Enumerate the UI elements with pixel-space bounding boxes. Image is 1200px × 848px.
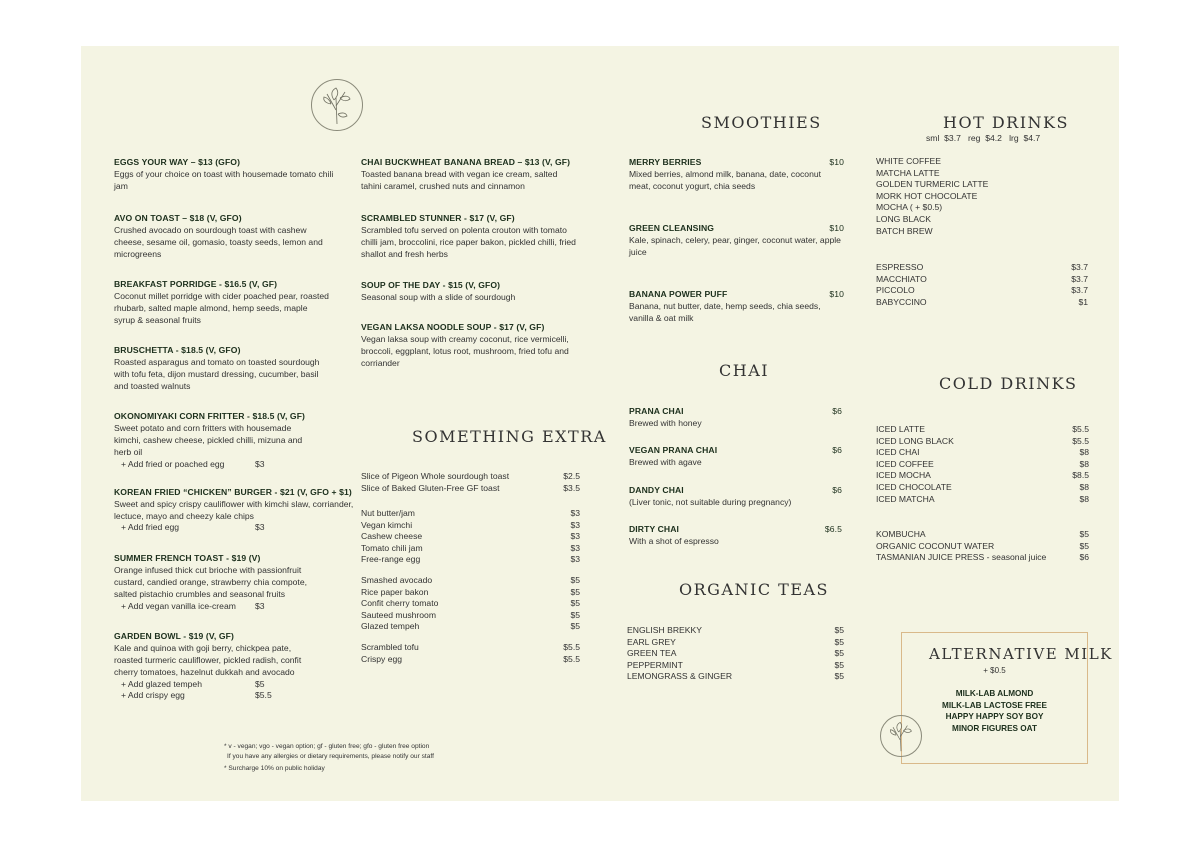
extra-name: Glazed tempeh [361,621,420,632]
price-row [876,541,1089,553]
item-title-text: VEGAN PRANA CHAI [629,445,718,455]
item-price: $10 [829,223,844,233]
price-row [876,447,1089,459]
extra-row [361,610,580,622]
price-row [876,459,1089,471]
extra-group [361,642,580,665]
price-list [627,625,844,683]
extra-row [361,587,580,599]
item-price: $6 [832,406,842,416]
item-title: AVO ON TOAST – $18 (V, GFO) [114,213,242,223]
extra-price: $3 [255,600,265,611]
row-name: ICED LONG BLACK [876,435,954,446]
hot-drinks-title: HOT DRINKS [943,113,1069,132]
menu-item [629,523,842,547]
row-name: KOMBUCHA [876,529,926,539]
price-row [627,637,844,649]
row-price: $5 [834,671,844,682]
extra-price: $5 [570,621,580,632]
item-title [629,523,842,535]
row-name: ENGLISH BREKKY [627,625,702,635]
extra-name: + Add fried or poached egg [121,458,225,469]
item-description: Brewed with honey [629,418,702,428]
extra-name: Tomato chili jam [361,542,423,553]
price-row [627,625,844,637]
item-title [629,405,842,417]
extra-group [361,575,580,633]
row-name: EARL GREY [627,636,676,647]
price-row [876,274,1088,286]
extra-price: $5 [570,609,580,620]
item-title-text: PRANA CHAI [629,406,684,416]
extra-price: $3 [570,542,580,553]
item-title-text: BANANA POWER PUFF [629,289,728,299]
item-title [629,222,844,234]
item-description: Scrambled tofu served on polenta crouton with tomato chilli jam, broccolini, rice paper bakon, pickled chilli, fried shallot and fresh herbs [361,225,576,260]
price-row [876,285,1088,297]
item-title: SOUP OF THE DAY - $15 (V, GFO) [361,280,501,290]
menu-item [629,288,844,324]
price-row [876,552,1089,564]
extra-price: $3 [255,458,265,469]
milk-option: MINOR FIGURES OAT [952,723,1037,733]
item-description: Sweet potato and corn fritters with housemade kimchi, cashew cheese, pickled chilli, mizuna and herb oil [114,423,303,458]
row-price: $5 [834,636,844,647]
extra-price: $5 [570,575,580,585]
item-description: Seasonal soup with a slide of sourdough [361,292,516,302]
alternative-milk-box [901,632,1113,764]
item-price: $6 [832,445,842,455]
extra-price: $5 [255,678,265,689]
menu-item [114,630,319,702]
extra-row [361,554,580,566]
price-row [876,470,1089,482]
item-title [629,288,844,300]
row-name: ICED MOCHA [876,470,931,481]
extra-price: $2.5 [563,471,580,481]
extra-price: $3 [570,508,580,518]
extra-name: Smashed avocado [361,575,433,585]
item-description: Vegan laksa soup with creamy coconut, rice vermicelli, broccoli, eggplant, lotus root, mushroom, fried tofu and corriander [361,334,569,369]
price-list [876,424,1089,505]
something-extra-title: SOMETHING EXTRA [412,427,607,446]
extra-name: Rice paper bakon [361,586,429,597]
item-title: SUMMER FRENCH TOAST - $19 (V) [114,553,261,563]
sized-list [876,156,988,237]
item-description: Mixed berries, almond milk, banana, date, coconut meat, coconut yogurt, chia seeds [629,169,822,192]
price-row [876,529,1089,541]
extra-row [361,531,580,543]
item-title [629,156,844,168]
item-title [629,484,842,496]
extra-price: $5 [570,586,580,597]
note-line: If you have any allergies or dietary requirements, please notify our staff [227,753,434,760]
item-title: CHAI BUCKWHEAT BANANA BREAD – $13 (V, GF) [361,157,571,167]
item-description: Kale, spinach, celery, pear, ginger, coconut water, apple juice [629,235,841,258]
item-description: (Liver tonic, not suitable during pregnancy) [629,497,792,507]
row-price: $5 [834,659,844,670]
price-list [876,529,1089,564]
milk-option: MILK-LAB ALMOND [955,689,1034,698]
item-description: Orange infused thick cut brioche with passionfruit custard, candied orange, strawberry chia compote, salted pistachio crumbles and seasonal fruits [114,565,307,600]
row-price: $8 [1079,447,1089,458]
extra-name: Vegan kimchi [361,519,413,530]
item-description: Coconut millet porridge with cider poached pear, roasted rhubarb, salted maple almond, hemp seeds, maple syrup & seasonal fruits [114,291,329,326]
price-row [876,297,1088,309]
row-name: TASMANIAN JUICE PRESS - seasonal juice [876,552,1047,563]
item-title: GARDEN BOWL - $19 (V, GF) [114,631,234,641]
row-name: ORGANIC COCONUT WATER [876,540,995,551]
row-price: $8 [1079,458,1089,469]
extra-price: $3.5 [563,482,580,493]
price-row [627,648,844,660]
item-title: OKONOMIYAKI CORN FRITTER - $18.5 (V, GF) [114,411,306,421]
row-name: PICCOLO [876,285,915,296]
item-title-text: MERRY BERRIES [629,157,702,167]
item-extra [114,690,319,702]
item-price: $6 [832,485,842,495]
extra-row [361,642,580,654]
extra-row [361,520,580,532]
menu-item [114,212,329,261]
menu-item [361,321,586,370]
row-price: $8.5 [1072,470,1089,481]
item-description: Toasted banana bread with vegan ice cream, salted tahini caramel, crushed nuts and cinnamon [361,169,558,192]
row-name: ICED MATCHA [876,493,935,504]
extra-row [361,654,580,666]
menu-item [114,278,329,327]
extra-price: $3 [570,554,580,565]
price-row [876,262,1088,274]
item-description: With a shot of espresso [629,536,719,546]
extra-name: Scrambled tofu [361,642,419,652]
extra-name: Slice of Pigeon Whole sourdough toast [361,471,510,481]
item-title-text: DANDY CHAI [629,485,684,495]
item-title [629,444,842,456]
note-line: * v - vegan; vgo - vegan option; gf - gluten free; gfo - gluten free option [224,743,430,750]
item-extra [114,522,354,534]
alternative-milk-items [902,688,1087,734]
extra-name: + Add crispy egg [121,690,185,701]
alternative-milk-price: + $0.5 [983,666,1006,675]
price-row [876,482,1089,494]
drink-name: MATCHA LATTE [876,167,940,178]
row-name: PEPPERMINT [627,659,683,670]
menu-item [114,486,354,534]
menu-item [114,410,319,470]
row-price: $8 [1079,493,1089,504]
item-extra [114,679,319,691]
row-price: $5 [834,648,844,659]
item-title: KOREAN FRIED “CHICKEN” BURGER - $21 (V, GFO + $1) [114,487,352,497]
item-description: Brewed with agave [629,457,702,467]
menu-item [361,212,581,261]
row-price: $1 [1078,296,1088,307]
item-title: EGGS YOUR WAY – $13 (GFO) [114,157,241,167]
item-title-text: DIRTY CHAI [629,524,680,534]
item-title-text: GREEN CLEANSING [629,223,715,233]
item-description: Roasted asparagus and tomato on toasted sourdough with tofu feta, dijon mustard dressing, cucumber, basil and toasted walnuts [114,357,320,392]
extra-row [361,543,580,555]
extra-row [361,621,580,633]
row-price: $5.5 [1072,424,1089,434]
extra-row [361,598,580,610]
menu-item [629,156,844,192]
extra-name: Confit cherry tomato [361,598,439,609]
drink-name: LONG BLACK [876,213,931,224]
organic-teas-title: ORGANIC TEAS [679,580,830,599]
extra-name: Free-range egg [361,554,421,565]
extra-row [361,483,580,495]
menu-page [81,46,1119,801]
row-price: $3.7 [1071,273,1088,284]
drink-name: BATCH BREW [876,225,933,236]
cold-drinks-title: COLD DRINKS [939,374,1078,393]
item-description: Banana, nut butter, date, hemp seeds, chia seeds, vanilla & oat milk [629,301,821,324]
price-row [876,436,1089,448]
drink-name: MORK HOT CHOCOLATE [876,190,978,201]
row-price: $5 [834,625,844,635]
extra-group [361,471,580,494]
price-row [627,660,844,672]
item-title: VEGAN LAKSA NOODLE SOUP - $17 (V, GF) [361,322,545,332]
row-price: $3.7 [1071,262,1088,272]
drink-name: GOLDEN TURMERIC LATTE [876,179,989,190]
row-price: $5 [1079,529,1089,539]
row-price: $8 [1079,481,1089,492]
row-price: $6 [1079,552,1089,563]
item-extra [114,601,324,613]
menu-item [629,484,842,508]
row-name: ICED LATTE [876,424,926,434]
menu-item [114,344,332,393]
menu-item [629,405,842,429]
item-title: BRUSCHETTA - $18.5 (V, GFO) [114,345,241,355]
item-description: Sweet and spicy crispy cauliflower with kimchi slaw, corriander, lectuce, mayo and cheezy kale chips [114,499,354,522]
price-row [627,671,844,683]
extra-row [361,575,580,587]
item-price: $6.5 [824,524,842,534]
item-price: $10 [829,289,844,299]
item-title: BREAKFAST PORRIDGE - $16.5 (V, GF) [114,279,278,289]
row-name: LEMONGRASS & GINGER [627,671,733,682]
extra-price: $5.5 [255,690,272,701]
menu-item [361,156,571,192]
row-name: MACCHIATO [876,273,927,284]
row-price: $5 [1079,540,1089,551]
price-row [876,424,1089,436]
floral-logo-icon [880,715,922,757]
extra-name: + Add fried egg [121,522,180,533]
row-name: BABYCCINO [876,296,927,307]
extra-row [361,508,580,520]
extra-name: + Add glazed tempeh [121,678,202,689]
item-description: Eggs of your choice on toast with housemade tomato chili jam [114,169,334,192]
chai-title: CHAI [719,361,770,380]
row-name: ICED COFFEE [876,458,934,469]
floral-logo-icon [311,79,363,131]
drink-name: MOCHA ( + $0.5) [876,202,943,213]
item-title: SCRAMBLED STUNNER - $17 (V, GF) [361,213,515,223]
extra-name: Slice of Baked Gluten-Free GF toast [361,482,500,493]
row-name: ICED CHAI [876,447,920,458]
extra-name: Sauteed mushroom [361,609,436,620]
item-description: Crushed avocado on sourdough toast with cashew cheese, sesame oil, gomasio, toasty seeds, lemon and microgreens [114,225,323,260]
extra-price: $5 [570,598,580,609]
row-name: ICED CHOCOLATE [876,481,952,492]
item-price: $10 [829,157,844,167]
extra-row [361,471,580,483]
row-name: ESPRESSO [876,262,924,272]
price-list [876,262,1088,308]
menu-item [629,444,842,468]
milk-option: MILK-LAB LACTOSE FREE [942,700,1047,710]
extra-name: Crispy egg [361,653,403,664]
item-description: Kale and quinoa with goji berry, chickpea pate, roasted turmeric cauliflower, pickled radish, confit cherry tomatoes, hazelnut dukkah and avocado [114,643,302,678]
item-extra [114,459,319,471]
row-name: GREEN TEA [627,648,677,659]
row-price: $5.5 [1072,435,1089,446]
extra-price: $5.5 [563,653,580,664]
hot-drinks-sizes: sml $3.7 reg $4.2 lrg $4.7 [926,133,1041,143]
extra-name: + Add vegan vanilla ice-cream [121,600,236,611]
extra-price: $5.5 [563,642,580,652]
menu-item [629,222,844,258]
milk-option: HAPPY HAPPY SOY BOY [945,712,1044,721]
extra-price: $3 [570,531,580,542]
extra-price: $3 [570,519,580,530]
extra-name: Nut butter/jam [361,508,415,518]
smoothies-title: SMOOTHIES [701,113,822,132]
alternative-milk-title: ALTERNATIVE MILK [929,645,1113,663]
drink-name: WHITE COFFEE [876,156,941,166]
extra-group [361,508,580,566]
extra-price: $3 [255,522,265,533]
menu-item [361,279,561,303]
menu-item [114,552,324,612]
extra-name: Cashew cheese [361,531,423,542]
note-line: * Surcharge 10% on public holiday [224,765,325,772]
row-price: $3.7 [1071,285,1088,296]
price-row [876,494,1089,506]
menu-item [114,156,334,192]
